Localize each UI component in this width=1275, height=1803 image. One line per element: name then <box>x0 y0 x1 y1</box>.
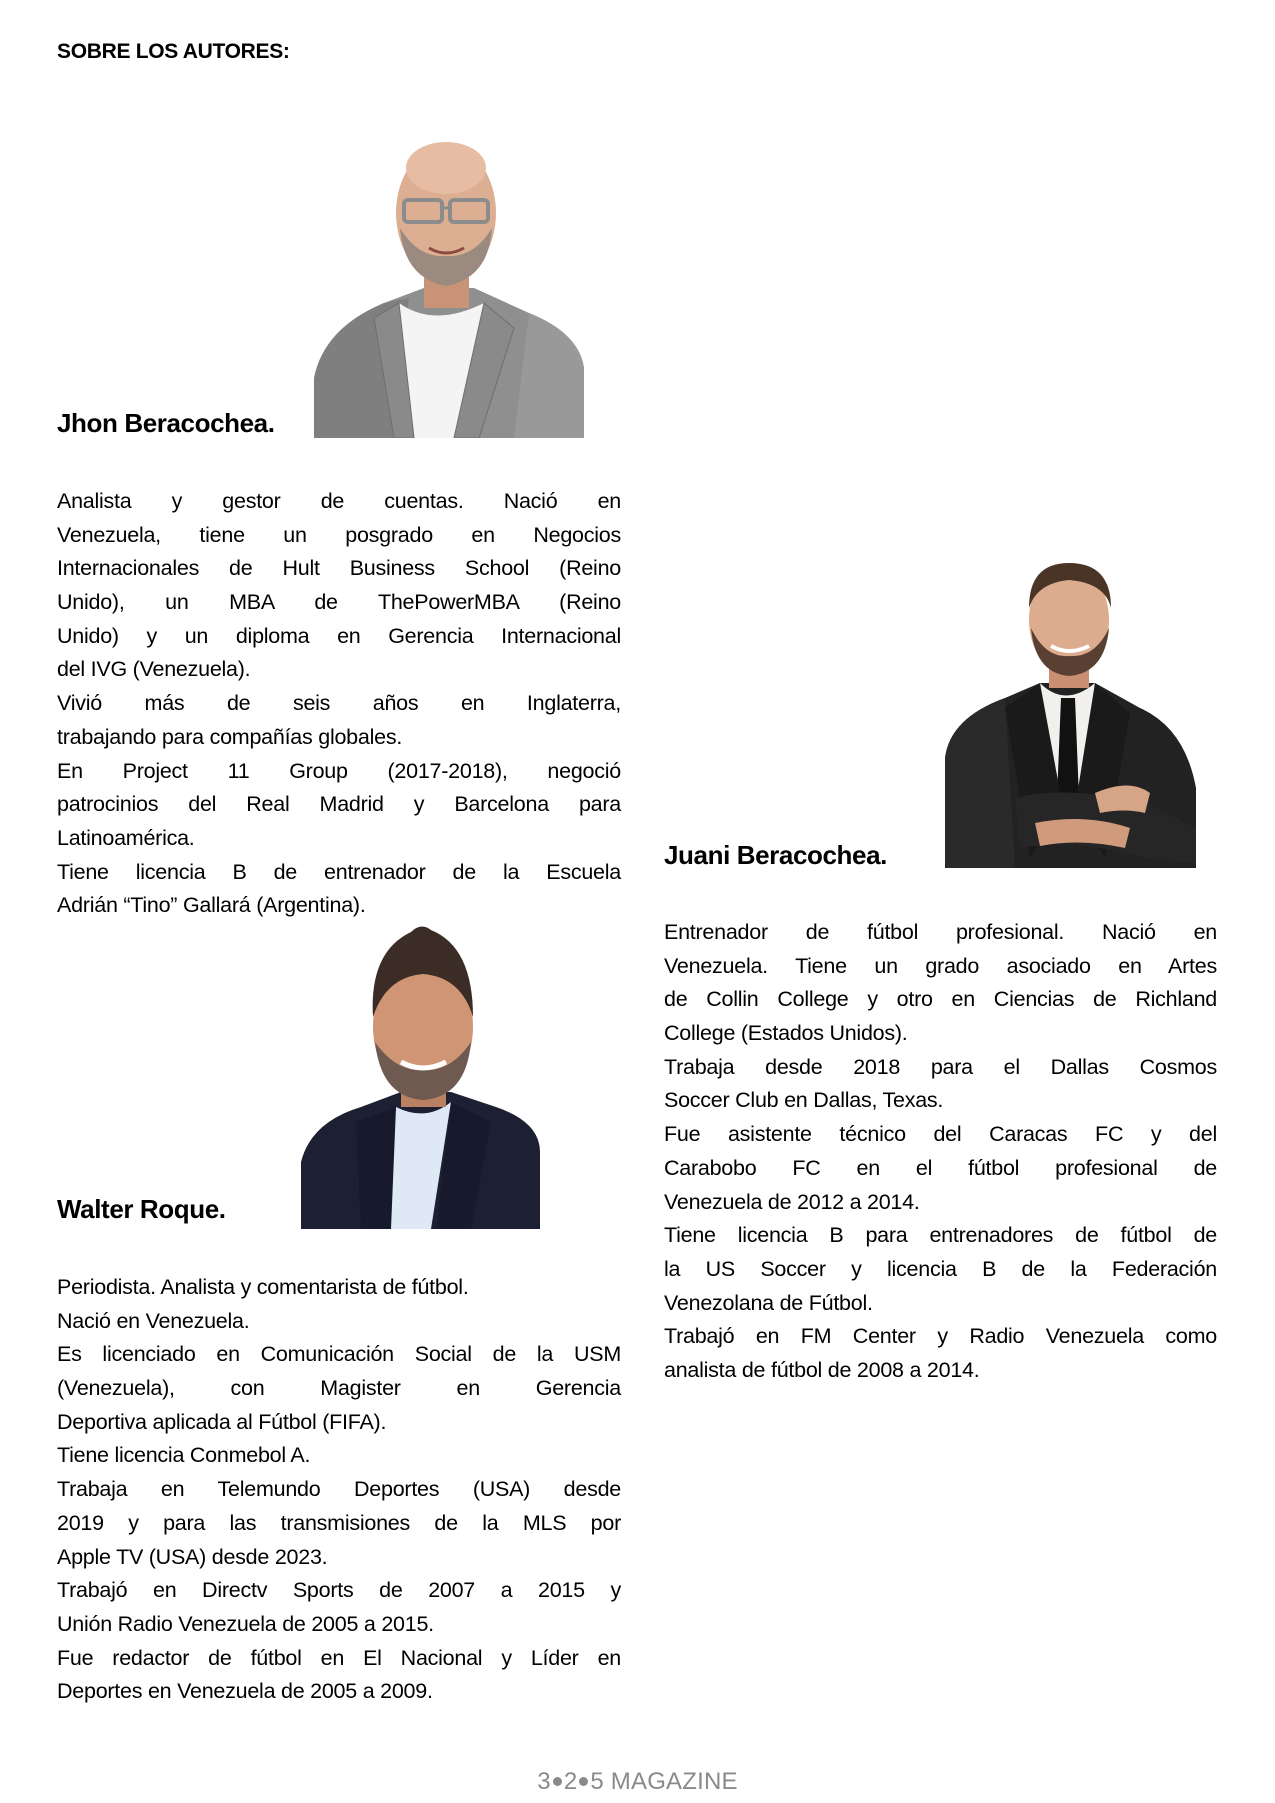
footer-part-1: 3 <box>537 1768 551 1795</box>
bio-line: Soccer Club en Dallas, Texas. <box>664 1088 944 1113</box>
author-name-juani: Juani Beracochea. <box>664 840 887 870</box>
bullet-dot-icon <box>579 1777 588 1786</box>
bio-line: Vivió más de seis años en Inglaterra, <box>57 691 621 716</box>
bullet-dot-icon <box>553 1777 562 1786</box>
bio-line: Venezolana de Fútbol. <box>664 1290 873 1315</box>
bio-line: de Collin College y otro en Ciencias de Richland <box>664 987 1217 1012</box>
bio-line: Entrenador de fútbol profesional. Nació en <box>664 920 1217 944</box>
bio-line: Carabobo FC en el fútbol profesional de <box>664 1155 1217 1180</box>
author-bio-juani <box>664 916 1217 1388</box>
magazine-footer <box>0 1768 1275 1796</box>
bio-line: Unido), un MBA de ThePowerMBA (Reino <box>57 590 621 615</box>
footer-part-3: 5 MAGAZINE <box>590 1768 738 1795</box>
bio-line: Trabaja en Telemundo Deportes (USA) desde <box>57 1477 621 1502</box>
portrait-icon <box>301 922 540 1229</box>
bio-line: la US Soccer y licencia B de la Federación <box>664 1256 1217 1281</box>
bio-line: En Project 11 Group (2017-2018), negoció <box>57 758 621 783</box>
bio-line: Trabajó en FM Center y Radio Venezuela como <box>664 1324 1217 1349</box>
bio-line: patrocinios del Real Madrid y Barcelona para <box>57 792 621 817</box>
bio-line: Venezuela de 2012 a 2014. <box>664 1189 920 1214</box>
page-title: SOBRE LOS AUTORES: <box>57 40 290 63</box>
bio-line: Fue asistente técnico del Caracas FC y del <box>664 1122 1217 1147</box>
bio-line: del IVG (Venezuela). <box>57 657 251 682</box>
bio-line: 2019 y para las transmisiones de la MLS por <box>57 1510 621 1535</box>
bio-line: Deportiva aplicada al Fútbol (FIFA). <box>57 1409 387 1434</box>
author-name-walter: Walter Roque. <box>57 1194 226 1224</box>
author-bio-walter <box>57 1271 621 1709</box>
portrait-icon <box>314 128 584 438</box>
bio-line: Analista y gestor de cuentas. Nació en <box>57 489 621 513</box>
bio-line: (Venezuela), con Magister en Gerencia <box>57 1376 621 1401</box>
author-name-jhon: Jhon Beracochea. <box>57 408 275 438</box>
bio-line: Venezuela. Tiene un grado asociado en Artes <box>664 953 1217 978</box>
bio-line: Trabaja desde 2018 para el Dallas Cosmos <box>664 1054 1217 1079</box>
footer-part-2: 2 <box>563 1768 578 1795</box>
bio-line: Apple TV (USA) desde 2023. <box>57 1544 328 1569</box>
bio-line: Tiene licencia B para entrenadores de fútbol de <box>664 1223 1217 1248</box>
bio-line: Deportes en Venezuela de 2005 a 2009. <box>57 1679 433 1704</box>
bio-line: Trabajó en Directv Sports de 2007 a 2015 y <box>57 1578 621 1603</box>
bio-line: Unido) y un diploma en Gerencia Internacional <box>57 623 621 648</box>
bio-line: Unión Radio Venezuela de 2005 a 2015. <box>57 1611 434 1636</box>
portrait-icon <box>945 558 1196 868</box>
bio-line: Periodista. Analista y comentarista de fútbol. <box>57 1275 469 1299</box>
bio-line: Latinoamérica. <box>57 825 195 850</box>
bio-line: Venezuela, tiene un posgrado en Negocios <box>57 522 621 547</box>
bio-line: Adrián “Tino” Gallará (Argentina). <box>57 893 366 918</box>
bio-line: College (Estados Unidos). <box>664 1021 908 1046</box>
author-photo-jhon <box>314 128 584 438</box>
author-photo-juani <box>945 558 1196 868</box>
bio-line: Tiene licencia B de entrenador de la Escuela <box>57 859 621 884</box>
bio-line: Fue redactor de fútbol en El Nacional y Líder en <box>57 1645 621 1670</box>
bio-line: Tiene licencia Conmebol A. <box>57 1443 311 1468</box>
bio-line: Nació en Venezuela. <box>57 1308 250 1333</box>
bio-line: Internacionales de Hult Business School (Reino <box>57 556 621 581</box>
bio-line: trabajando para compañías globales. <box>57 724 403 749</box>
author-photo-walter <box>301 922 540 1229</box>
bio-line: analista de fútbol de 2008 a 2014. <box>664 1357 980 1382</box>
author-bio-jhon <box>57 485 621 923</box>
bio-line: Es licenciado en Comunicación Social de la USM <box>57 1342 621 1367</box>
